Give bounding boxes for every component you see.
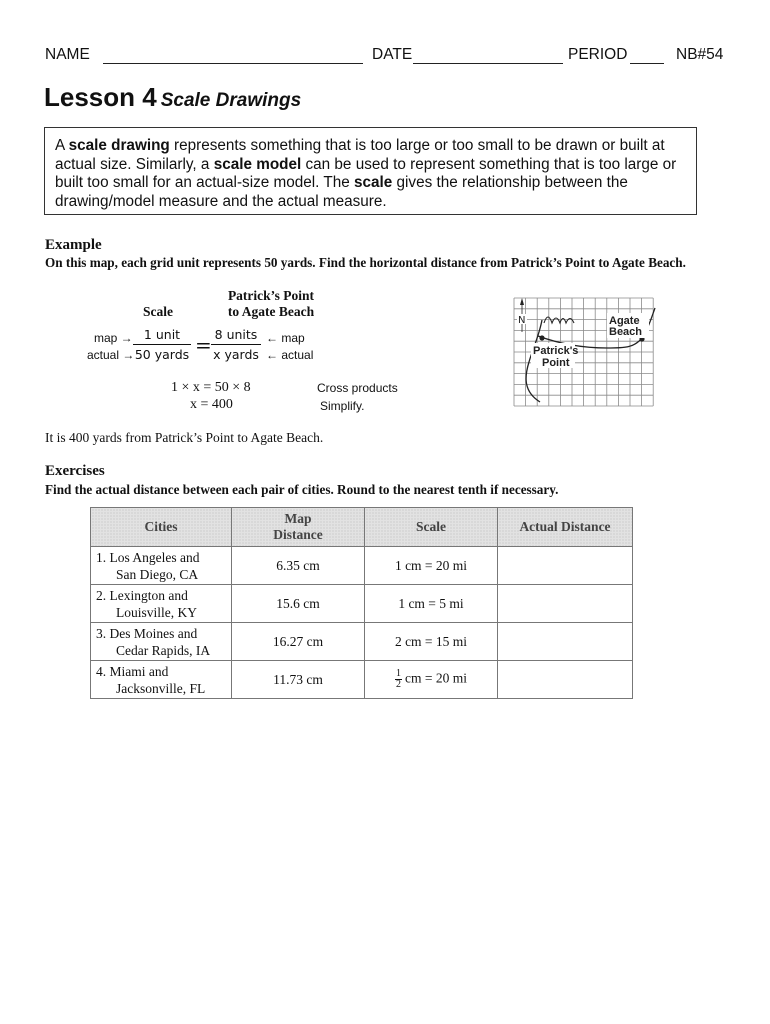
table-row (91, 623, 633, 661)
city-line1: 3. Des Moines and (96, 625, 198, 641)
table-row (91, 585, 633, 623)
left-fraction (133, 327, 191, 362)
worksheet-header (45, 46, 725, 68)
patrick-heading-line1: Patrick’s Point (227, 288, 315, 303)
map-arrow-label: map → (94, 331, 133, 345)
actual-arrow-label: actual → (87, 348, 135, 362)
city-line1: 2. Lexington and (96, 587, 188, 603)
notebook-number: NB#54 (676, 46, 724, 63)
col-header-actual-distance: Actual Distance (498, 508, 633, 547)
north-label: N (518, 315, 526, 326)
term-scale-model: scale model (213, 155, 302, 173)
agate-beach-label-line1: Agate (609, 315, 640, 327)
name-label: NAME (45, 46, 90, 63)
scale-cell (365, 661, 498, 699)
definition-text: A (55, 137, 69, 154)
scale-fraction-numerator: 1 (396, 668, 401, 679)
scale-heading: Scale (143, 304, 173, 319)
table-header-row (91, 508, 633, 547)
period-label: PERIOD (568, 46, 628, 63)
example-answer: It is 400 yards from Patrick’s Point to Agate Beach. (45, 430, 324, 445)
definition-text: can be used to represent something that is too large or built too small for an actual-size model. The (55, 155, 677, 191)
city-line2: Cedar Rapids, IA (116, 642, 211, 658)
date-label: DATE (372, 46, 413, 63)
patrick-heading (213, 288, 329, 320)
lesson-subtitle: Scale Drawings (160, 90, 302, 111)
left-denominator: 50 yards (134, 347, 190, 362)
right-fraction (211, 327, 261, 362)
exercises-table (90, 507, 633, 699)
example-heading: Example (45, 237, 102, 253)
example-question: On this map, each grid unit represents 50 yards. Find the horizontal distance from Patrick’s Point to Agate Beach. (45, 255, 686, 270)
map-distance-cell: 16.27 cm (232, 623, 365, 661)
city-line2: San Diego, CA (116, 566, 199, 582)
definition-box (44, 127, 697, 215)
city-line2: Jacksonville, FL (116, 680, 206, 696)
date-field[interactable] (413, 63, 563, 64)
scale-cell: 1 cm = 5 mi (365, 585, 498, 623)
equation-simplify: x = 400 (190, 397, 233, 412)
right-denominator: x yards (213, 347, 259, 362)
city-cell (91, 547, 232, 585)
col-header-scale: Scale (365, 508, 498, 547)
scale-fraction-denominator: 2 (396, 679, 401, 690)
right-numerator: 8 units (211, 327, 261, 345)
note-cross-products: Cross products (317, 381, 398, 395)
patricks-point-marker (539, 335, 544, 340)
city-cell (91, 623, 232, 661)
actual-distance-answer-cell[interactable] (498, 585, 633, 623)
left-numerator: 1 unit (133, 327, 191, 345)
beach-map (512, 296, 657, 407)
lesson-number: Lesson 4 (44, 82, 157, 112)
name-field[interactable] (103, 63, 363, 64)
term-scale: scale (354, 174, 393, 191)
definition-text: gives the relationship between the drawing/model measure and the actual measure. (55, 174, 628, 210)
map-distance-header-line2: Distance (273, 527, 323, 542)
equals-sign: = (195, 333, 212, 357)
actual-distance-answer-cell[interactable] (498, 623, 633, 661)
table-row (91, 661, 633, 699)
col-header-cities: Cities (91, 508, 232, 547)
page-title (44, 82, 301, 113)
scale-cell: 1 cm = 20 mi (365, 547, 498, 585)
patricks-point-label-line1: Patrick's (533, 345, 579, 357)
city-cell (91, 661, 232, 699)
exercises-instructions: Find the actual distance between each pair of cities. Round to the nearest tenth if necessary. (45, 482, 559, 497)
actual-distance-answer-cell[interactable] (498, 661, 633, 699)
city-line1: 4. Miami and (96, 663, 169, 679)
exercises-heading: Exercises (45, 463, 105, 479)
city-line1: 1. Los Angeles and (96, 549, 200, 565)
col-header-map-distance (232, 508, 365, 547)
right-map-label: ← map (266, 331, 305, 345)
term-scale-drawing: scale drawing (68, 137, 170, 154)
period-field[interactable] (630, 63, 664, 64)
patricks-point-label-line2: Point (542, 357, 570, 369)
agate-beach-label-line2: Beach (609, 326, 643, 338)
actual-distance-answer-cell[interactable] (498, 547, 633, 585)
city-cell (91, 585, 232, 623)
table-row (91, 547, 633, 585)
note-simplify: Simplify. (320, 399, 365, 413)
map-distance-cell: 6.35 cm (232, 547, 365, 585)
equation-cross-products: 1 × x = 50 × 8 (171, 380, 251, 395)
map-distance-cell: 15.6 cm (232, 585, 365, 623)
scale-fraction (395, 669, 402, 690)
patrick-heading-line2: to Agate Beach (227, 304, 315, 319)
definition-text: represents something that is too large or too small to be drawn or built at actual size. Similarly, a (55, 137, 665, 173)
map-distance-cell: 11.73 cm (232, 661, 365, 699)
right-actual-label: ← actual (266, 348, 314, 362)
scale-cell: 2 cm = 15 mi (365, 623, 498, 661)
map-distance-header-line1: Map (284, 511, 312, 526)
scale-text: cm = 20 mi (405, 670, 467, 686)
city-line2: Louisville, KY (116, 604, 197, 620)
